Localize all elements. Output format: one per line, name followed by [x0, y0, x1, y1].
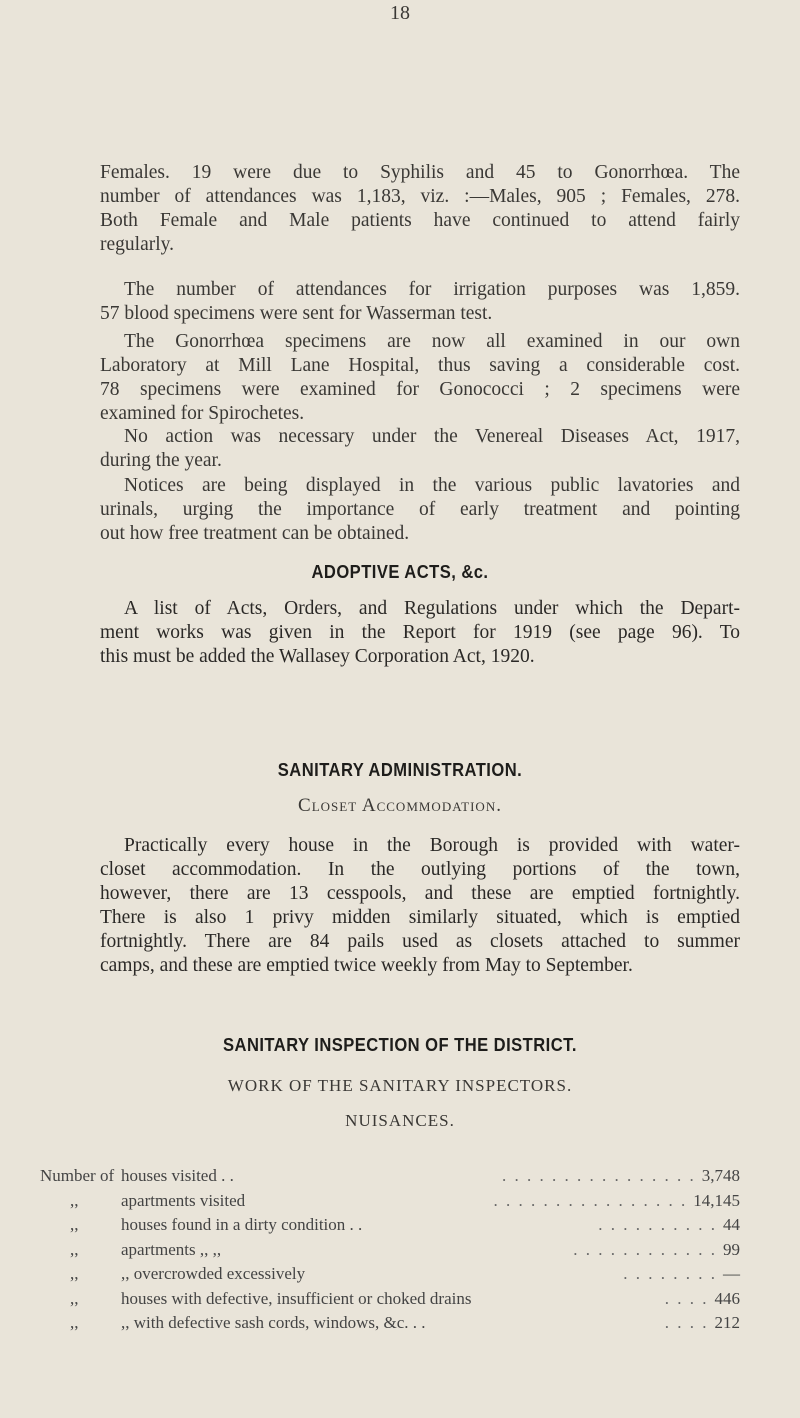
row-prefix: ,,	[70, 1239, 79, 1259]
dot-leader: . . . . . . . . . .	[598, 1215, 717, 1234]
table-row	[40, 1213, 740, 1237]
text-line: Laboratory at Mill Lane Hospital, thus saving a considerable cost.	[100, 355, 740, 376]
row-prefix: ,,	[70, 1288, 79, 1308]
text-line: The Gonorrhœa specimens are now all examined in our own	[124, 331, 740, 352]
text-line: ment works was given in the Report for 1919 (see page 96). To	[100, 622, 740, 643]
dot-leader: . . . .	[664, 1288, 709, 1308]
row-prefix: ,,	[70, 1313, 79, 1332]
adoptive-acts-heading: ADOPTIVE ACTS, &c.	[311, 562, 489, 582]
row-value: 99	[723, 1239, 740, 1259]
row-label: apartments ,, ,,	[121, 1239, 222, 1259]
paragraph	[100, 278, 740, 326]
table-row	[40, 1164, 740, 1188]
nuisances-heading: NUISANCES.	[345, 1111, 455, 1130]
table-row	[40, 1287, 740, 1311]
row-value: 14,145	[693, 1190, 740, 1210]
text-line: The number of attendances for irrigation purposes was 1,859.	[124, 279, 740, 300]
row-label: houses visited . .	[121, 1166, 234, 1185]
table-row	[40, 1311, 740, 1335]
row-label: apartments visited	[121, 1190, 246, 1210]
table-row	[40, 1238, 740, 1262]
sanitary-inspection-heading: SANITARY INSPECTION OF THE DISTRICT.	[223, 1035, 577, 1055]
dot-leader: . . . .	[664, 1313, 709, 1332]
paragraph	[100, 474, 740, 546]
row-label: houses with defective, insufficient or choked drains	[121, 1288, 472, 1308]
row-value: 212	[714, 1313, 740, 1332]
text-line: however, there are 13 cesspools, and these are emptied fortnightly.	[100, 883, 740, 904]
text-line: Notices are being displayed in the various public lavatories and	[124, 475, 740, 496]
closet-accommodation-paragraph	[100, 834, 740, 978]
row-prefix: Number of	[40, 1166, 115, 1185]
closet-accommodation-heading: Closet Accommodation.	[298, 795, 502, 816]
text-line: There is also 1 privy midden similarly situated, which is emptied	[100, 907, 740, 928]
row-value: —	[723, 1264, 740, 1283]
row-value: 44	[723, 1215, 740, 1234]
dot-leader: . . . . . . . . . . . . . . . .	[493, 1190, 688, 1210]
paragraph	[100, 161, 740, 257]
paragraph	[100, 425, 740, 473]
paragraph	[100, 330, 740, 426]
text-line: A list of Acts, Orders, and Regulations under which the Depart-	[124, 598, 740, 619]
text-line: camps, and these are emptied twice weekly from May to September.	[100, 955, 633, 976]
dot-leader: . . . . . . . . . . . .	[573, 1239, 717, 1259]
row-label: ,, overcrowded excessively	[121, 1264, 306, 1283]
sanitary-administration-heading: SANITARY ADMINISTRATION.	[277, 760, 523, 780]
row-label: ,, with defective sash cords, windows, &c. . .	[121, 1313, 426, 1332]
text-line: this must be added the Wallasey Corporation Act, 1920.	[100, 646, 535, 667]
text-line: No action was necessary under the Venereal Diseases Act, 1917,	[124, 426, 740, 447]
text-line: fortnightly. There are 84 pails used as closets attached to summer	[100, 931, 740, 952]
row-label: houses found in a dirty condition . .	[121, 1215, 363, 1234]
row-value: 3,748	[701, 1166, 740, 1185]
row-value: 446	[714, 1288, 740, 1308]
text-line: examined for Spirochetes.	[100, 403, 305, 424]
text-line: Practically every house in the Borough is provided with water-	[124, 835, 740, 856]
text-line: urinals, urging the importance of early treatment and pointing	[100, 499, 740, 520]
text-line: Both Female and Male patients have continued to attend fairly	[100, 210, 740, 231]
work-of-inspectors-heading: WORK OF THE SANITARY INSPECTORS.	[227, 1076, 573, 1095]
dot-leader: . . . . . . . . . . . . . . . .	[502, 1166, 696, 1185]
row-prefix: ,,	[70, 1264, 79, 1283]
page-number: 18	[390, 2, 410, 24]
text-line: closet accommodation. In the outlying portions of the town,	[100, 859, 740, 880]
text-line: 78 specimens were examined for Gonococci ; 2 specimens were	[100, 379, 740, 400]
row-prefix: ,,	[70, 1190, 79, 1210]
text-line: 57 blood specimens were sent for Wasserman test.	[100, 303, 493, 324]
text-line: regularly.	[100, 234, 174, 255]
table-row	[40, 1262, 740, 1286]
adoptive-acts-paragraph	[100, 597, 740, 669]
text-line: during the year.	[100, 450, 222, 471]
dot-leader: . . . . . . . .	[623, 1264, 717, 1283]
text-line: Females. 19 were due to Syphilis and 45 to Gonorrhœa. The	[100, 162, 740, 183]
row-prefix: ,,	[70, 1215, 79, 1234]
table-row	[40, 1189, 740, 1213]
text-line: number of attendances was 1,183, viz. :—Males, 905 ; Females, 278.	[100, 186, 740, 207]
text-line: out how free treatment can be obtained.	[100, 523, 410, 544]
